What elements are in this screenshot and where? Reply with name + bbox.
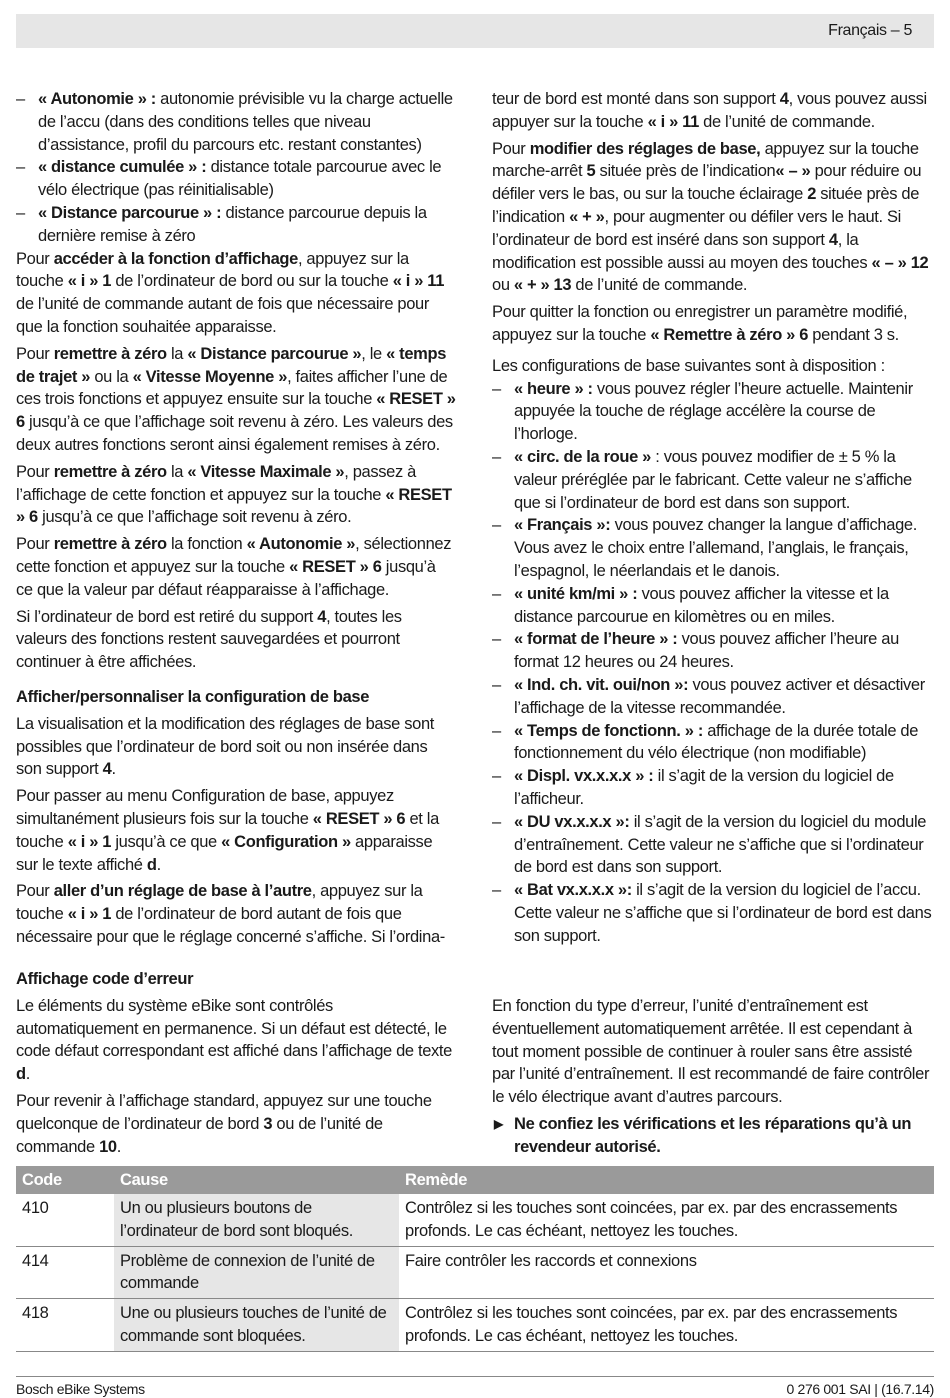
error-remedy: Contrôlez si les touches sont coincées, par ex. par des encrassements profonds. Le cas échéant, nettoyez les touches.	[399, 1194, 934, 1246]
list-item: – « Autonomie » : autonomie prévisible vu la charge actuelle de l’accu (dans des conditions telles que niveau d’assistance, profil du parcours etc. restant constantes)	[16, 88, 456, 156]
error-cause: Une ou plusieurs touches de l’unité de commande sont bloquées.	[114, 1299, 399, 1352]
paragraph: Pour aller d’un réglage de base à l’autre, appuyez sur la touche « i » 1 de l’ordinateur de bord autant de fois que nécessaire pour que le réglage concerné s’affiche. Si l’ordina-	[16, 882, 445, 946]
list-item: – « format de l’heure » : vous pouvez afficher l’heure au format 12 heures ou 24 heures.	[492, 628, 932, 674]
paragraph: Pour accéder à la fonction d’affichage, appuyez sur la touche « i » 1 de l’ordinateur de bord ou sur la touche « i » 11 de l’unité de commande autant de fois que nécessaire pour que la fonction souhaitée apparaisse.	[16, 249, 445, 336]
paragraph: Le éléments du système eBike sont contrôlés automatiquement en permanence. Si un défaut est détecté, le code défaut correspondant est affiché dans l’affichage de texte d.	[16, 996, 452, 1084]
column-header-remedy: Remède	[399, 1166, 934, 1194]
warning-note: ▶ Ne confiez les vérifications et les réparations qu’à un revendeur autorisé.	[492, 1113, 932, 1159]
error-cause: Un ou plusieurs boutons de l’ordinateur de bord sont bloqués.	[114, 1194, 399, 1246]
paragraph: Pour revenir à l’affichage standard, appuyez sur une touche quelconque de l’ordinateur de bord 3 ou de l’unité de commande 10.	[16, 1091, 432, 1156]
error-cause: Problème de connexion de l’unité de commande	[114, 1246, 399, 1299]
paragraph: Pour modifier des réglages de base, appuyez sur la touche marche-arrêt 5 située près de l’indication« – » pour réduire ou défiler vers le bas, ou sur la touche éclairage 2 située près de l’indication « + », pour augmenter ou défiler vers le haut. Si l’ordinateur de bord est inséré dans son support 4, la modification est possible aussi au moyen des touches « – » 12 ou « + » 13 de l’unité de commande.	[492, 139, 929, 295]
footer-doc-id: 0 276 001 SAI | (16.7.14)	[786, 1381, 934, 1397]
list-item: – « Displ. vx.x.x.x » : il s’agit de la version du logiciel de l’afficheur.	[492, 765, 932, 811]
paragraph: Pour quitter la fonction ou enregistrer un paramètre modifié, appuyez sur la touche « Remettre à zéro » 6 pendant 3 s.	[492, 303, 908, 344]
paragraph: Pour passer au menu Configuration de base, appuyez simultanément plusieurs fois sur la touche « RESET » 6 et la touche « i » 1 jusqu’à ce que « Configuration » apparaisse sur le texte affiché d.	[16, 787, 439, 874]
paragraph: Si l’ordinateur de bord est retiré du support 4, toutes les valeurs des fonctions restent sauvegardées et pourront continuer à être affichées.	[16, 607, 402, 672]
paragraph: En fonction du type d’erreur, l’unité d’entraînement est éventuellement automatiquement arrêtée. Il est cependant à tout moment possible de continuer à rouler sans être assisté par l’unité d’entraînement. Il est recommandé de faire contrôler le vélo électrique avant d’autres parcours.	[492, 997, 930, 1107]
error-code: 414	[16, 1246, 114, 1299]
error-code: 418	[16, 1299, 114, 1352]
left-column	[16, 88, 456, 953]
error-code-table	[16, 1166, 934, 1352]
paragraph: Pour remettre à zéro la « Distance parcourue », le « temps de trajet » ou la « Vitesse Moyenne », faites afficher l’une de ces trois fonctions et appuyez ensuite sur la touche « RESET » 6 jusqu’à ce que l’affichage soit revenu à zéro. Les valeurs des deux autres fonctions seront ainsi également remises à zéro.	[16, 344, 456, 454]
table-row	[16, 1246, 934, 1299]
list-item: – « Français »: vous pouvez changer la langue d’affichage. Vous avez le choix entre l’allemand, l’anglais, le français, l’espagnol, le néerlandais et le danois.	[492, 514, 932, 582]
list-item: – « Distance parcourue » : distance parcourue depuis la dernière remise à zéro	[16, 202, 456, 248]
error-section-right	[492, 995, 932, 1163]
list-item: – « circ. de la roue » : vous pouvez modifier de ± 5 % la valeur préréglée par le fabricant. Cette valeur ne s’affiche que si l’ordinateur de bord est dans son support.	[492, 446, 932, 514]
list-item: – « unité km/mi » : vous pouvez afficher la vitesse et la distance parcourue en kilomètres ou en miles.	[492, 583, 932, 629]
paragraph: Pour remettre à zéro la « Vitesse Maximale », passez à l’affichage de cette fonction et appuyez sur la touche « RESET » 6 jusqu’à ce que l’affichage soit revenu à zéro.	[16, 462, 452, 527]
right-column	[492, 88, 932, 947]
paragraph: teur de bord est monté dans son support 4, vous pouvez aussi appuyer sur la touche « i » 11 de l’unité de commande.	[492, 90, 927, 131]
page-number: Français – 5	[828, 22, 912, 39]
footer-company: Bosch eBike Systems	[16, 1381, 145, 1397]
error-section-left	[16, 968, 456, 1162]
paragraph: Pour remettre à zéro la fonction « Autonomie », sélectionnez cette fonction et appuyez sur la touche « RESET » 6 jusqu’à ce que la valeur par défaut réapparaisse à l’affichage.	[16, 535, 452, 599]
paragraph: La visualisation et la modification des réglages de base sont possibles que l’ordinateur de bord soit ou non insérée dans son support 4.	[16, 714, 435, 779]
section-heading: Affichage code d’erreur	[16, 970, 194, 988]
error-remedy: Contrôlez si les touches sont coincées, par ex. par des encrassements profonds. Le cas échéant, nettoyez les touches.	[399, 1299, 934, 1352]
list-item: – « Ind. ch. vit. oui/non »: vous pouvez activer et désactiver l’affichage de la vitesse recommandée.	[492, 674, 932, 720]
list-item: – « heure » : vous pouvez régler l’heure actuelle. Maintenir appuyée la touche de réglage accélère la course de l’horloge.	[492, 378, 932, 446]
list-item: – « DU vx.x.x.x »: il s’agit de la version du logiciel du module d’entraînement. Cette valeur ne s’affiche que si l’ordinateur de bord est dans son support.	[492, 811, 932, 879]
table-row	[16, 1299, 934, 1352]
column-header-cause: Cause	[114, 1166, 399, 1194]
list-item: – « Bat vx.x.x.x »: il s’agit de la version du logiciel de l’accu. Cette valeur ne s’affiche que si l’ordinateur de bord est dans son support.	[492, 879, 932, 947]
page-footer	[16, 1376, 934, 1397]
table-header-row	[16, 1166, 934, 1194]
error-remedy: Faire contrôler les raccords et connexions	[399, 1246, 934, 1299]
paragraph: Les configurations de base suivantes sont à disposition :	[492, 356, 885, 375]
page-header	[16, 14, 934, 48]
table-row	[16, 1194, 934, 1246]
list-item: – « distance cumulée » : distance totale parcourue avec le vélo électrique (pas réinitialisable)	[16, 156, 456, 202]
column-header-code: Code	[16, 1166, 114, 1194]
list-item: – « Temps de fonctionn. » : affichage de la durée totale de fonctionnement du vélo électrique (non modifiable)	[492, 720, 932, 766]
section-heading: Afficher/personnaliser la configuration de base	[16, 687, 370, 706]
error-code: 410	[16, 1194, 114, 1246]
